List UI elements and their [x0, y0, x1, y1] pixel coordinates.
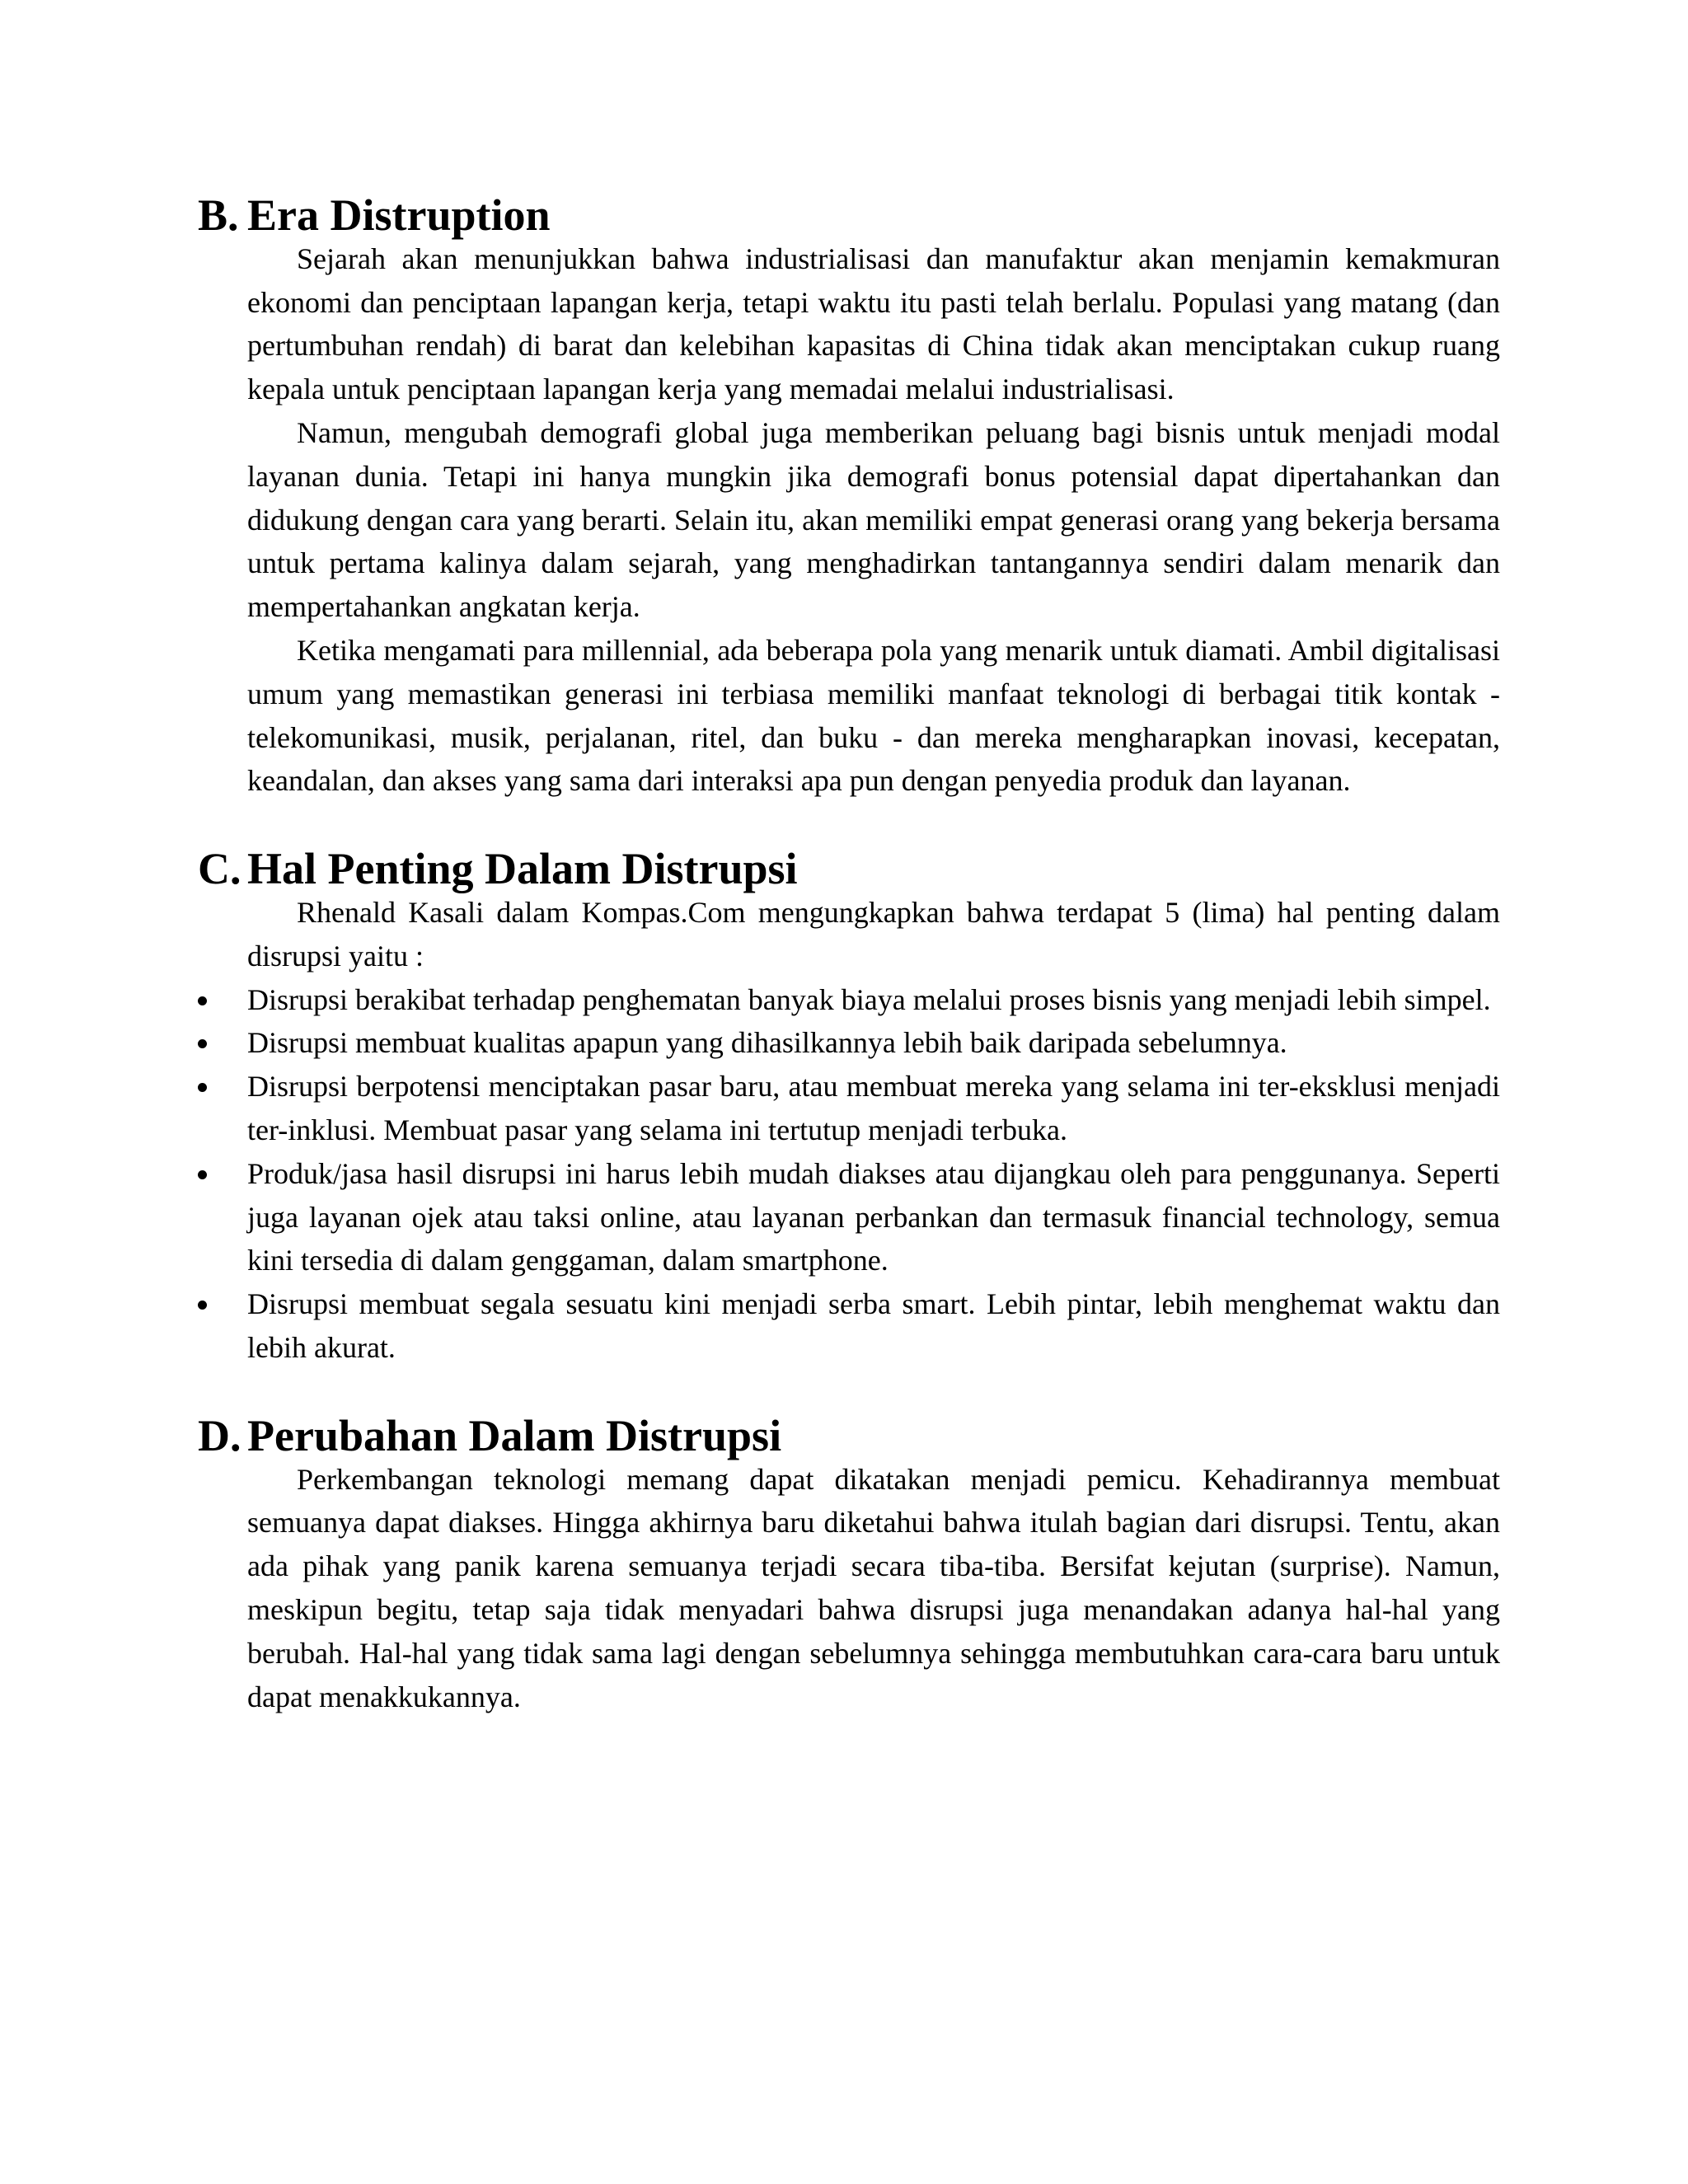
paragraph: Perkembangan teknologi memang dapat dikatakan menjadi pemicu. Kehadirannya membuat semuanya dapat diakses. Hingga akhirnya baru diketahui bahwa itulah bagian dari disrupsi. Tentu, akan ada pihak yang panik karena semuanya terjadi secara tiba-tiba. Bersifat kejutan (surprise). Namun, meskipun begitu, tetap saja tidak menyadari bahwa disrupsi juga menandakan adanya hal-hal yang berubah. Hal-hal yang tidak sama lagi dengan sebelumnya sehingga membutuhkan cara-cara baru untuk dapat menakkukannya. [247, 1462, 1500, 1713]
paragraph: Namun, mengubah demografi global juga memberikan peluang bagi bisnis untuk menjadi modal layanan dunia. Tetapi ini hanya mungkin jika demografi bonus potensial dapat dipertahankan dan didukung dengan cara yang berarti. Selain itu, akan memiliki empat generasi orang yang bekerja bersama untuk pertama kalinya dalam sejarah, yang menghadirkan tantangannya sendiri dalam menarik dan mempertahankan angkatan kerja. [247, 415, 1500, 624]
list-item-text: Disrupsi berakibat terhadap penghematan banyak biaya melalui proses bisnis yang menjadi lebih simpel. [247, 982, 1491, 1016]
section-heading [198, 844, 1500, 894]
bullet-icon [198, 1083, 207, 1092]
document-content [198, 190, 1500, 1718]
bullet-list [198, 978, 1500, 1370]
list-item-text: Produk/jasa hasil disrupsi ini harus lebih mudah diakses atau dijangkau oleh para penggunanya. Seperti juga layanan ojek atau taksi online, atau layanan perbankan dan termasuk financial technology, semua kini tersedia di dalam genggaman, dalam smartphone. [247, 1156, 1500, 1277]
paragraph: Sejarah akan menunjukkan bahwa industrialisasi dan manufaktur akan menjamin kemakmuran ekonomi dan penciptaan lapangan kerja, tetapi waktu itu pasti telah berlalu. Populasi yang matang (dan pertumbuhan rendah) di barat dan kelebihan kapasitas di China tidak akan menciptakan cukup ruang kepala untuk penciptaan lapangan kerja yang memadai melalui industrialisasi. [247, 241, 1500, 406]
bullet-icon [198, 996, 207, 1005]
section-letter: B. [198, 190, 239, 240]
section-body [247, 891, 1500, 978]
section-c [198, 844, 1500, 1370]
bullet-icon [198, 1039, 207, 1048]
section-body [247, 237, 1500, 803]
section-title: Era Distruption [247, 190, 551, 240]
section-letter: C. [198, 844, 241, 894]
section-body [247, 1458, 1500, 1719]
list-item [198, 1021, 1500, 1065]
section-title: Hal Penting Dalam Distrupsi [247, 844, 798, 894]
list-item [198, 1282, 1500, 1370]
intro-paragraph: Rhenald Kasali dalam Kompas.Com mengungkapkan bahwa terdapat 5 (lima) hal penting dalam disrupsi yaitu : [247, 895, 1500, 972]
section-b [198, 190, 1500, 803]
list-item-text: Disrupsi membuat kualitas apapun yang dihasilkannya lebih baik daripada sebelumnya. [247, 1026, 1287, 1060]
section-d [198, 1410, 1500, 1719]
paragraph: Ketika mengamati para millennial, ada beberapa pola yang menarik untuk diamati. Ambil digitalisasi umum yang memastikan generasi ini terbiasa memiliki manfaat teknologi di berbagai titik kontak - telekomunikasi, musik, perjalanan, ritel, dan buku - dan mereka mengharapkan inovasi, kecepatan, keandalan, dan akses yang sama dari interaksi apa pun dengan penyedia produk dan layanan. [247, 633, 1500, 798]
list-item-text: Disrupsi membuat segala sesuatu kini menjadi serba smart. Lebih pintar, lebih menghemat waktu dan lebih akurat. [247, 1287, 1500, 1364]
section-heading [198, 190, 1500, 240]
list-item [198, 1152, 1500, 1282]
section-letter: D. [198, 1410, 241, 1460]
bullet-icon [198, 1301, 207, 1310]
list-item-text: Disrupsi berpotensi menciptakan pasar baru, atau membuat mereka yang selama ini ter-eksklusi menjadi ter-inklusi. Membuat pasar yang selama ini tertutup menjadi terbuka. [247, 1070, 1500, 1146]
section-heading [198, 1410, 1500, 1460]
list-item [198, 1065, 1500, 1152]
bullet-icon [198, 1170, 207, 1179]
list-item [198, 978, 1500, 1022]
section-title: Perubahan Dalam Distrupsi [247, 1410, 782, 1460]
